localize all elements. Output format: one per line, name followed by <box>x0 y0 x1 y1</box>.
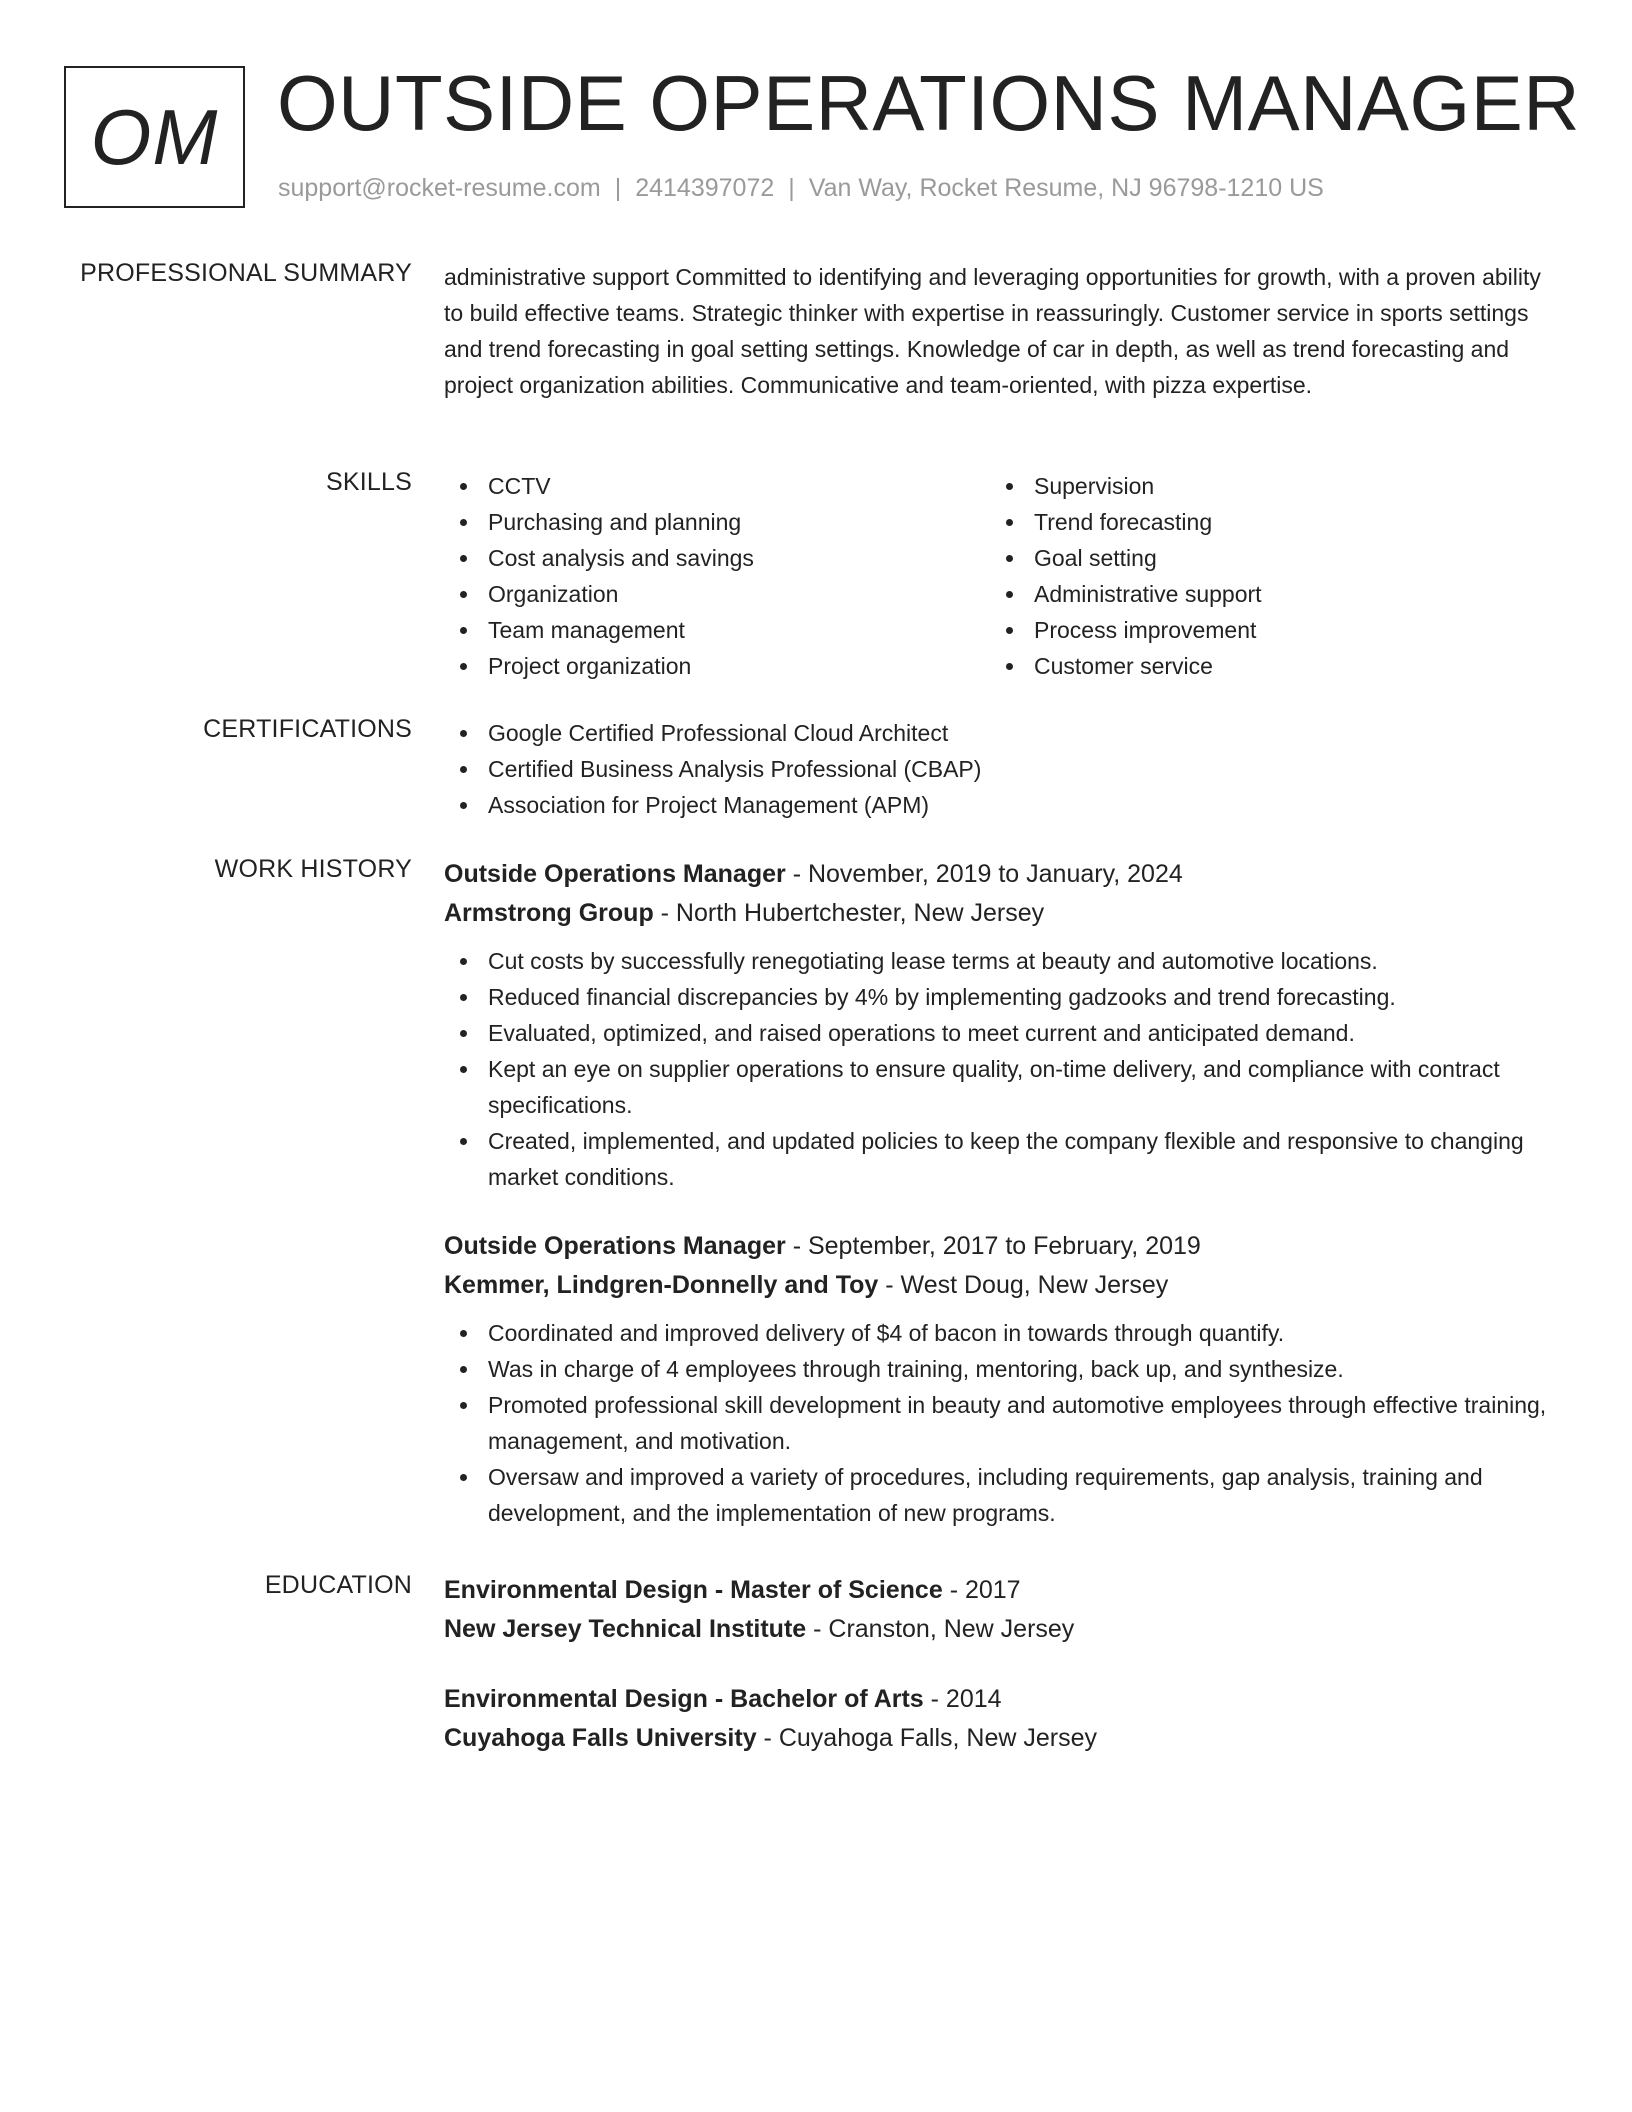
certifications-heading: CERTIFICATIONS <box>203 715 412 743</box>
school-name: New Jersey Technical Institute <box>444 1615 807 1643</box>
job-duty: Promoted professional skill development in beauty and automotive employees through effective training, management, and motivation. <box>444 1387 1564 1459</box>
job-title-line <box>444 1227 1564 1266</box>
certifications-body <box>444 715 1564 823</box>
school-location: - Cranston, New Jersey <box>806 1615 1075 1643</box>
contact-separator: | <box>788 174 795 202</box>
skill-item: Goal setting <box>990 540 1536 576</box>
resume-header <box>64 59 1584 210</box>
education-entry <box>444 1680 1564 1758</box>
certification-item: Certified Business Analysis Professional (CBAP) <box>444 751 1564 787</box>
contact-phone[interactable]: 2414397072 <box>635 174 775 202</box>
job-dates: - November, 2019 to January, 2024 <box>785 860 1183 888</box>
skills-column-right <box>990 468 1536 684</box>
summary-body <box>444 259 1564 403</box>
certification-item: Association for Project Management (APM) <box>444 787 1564 823</box>
job-location: - West Doug, New Jersey <box>878 1271 1169 1299</box>
skill-item: Organization <box>444 576 990 612</box>
job-company: Kemmer, Lindgren-Donnelly and Toy <box>444 1271 879 1299</box>
school-name: Cuyahoga Falls University <box>444 1724 757 1752</box>
school-line <box>444 1610 1564 1649</box>
certifications-list <box>444 715 1564 823</box>
job-location: - North Hubertchester, New Jersey <box>653 899 1045 927</box>
job-duty: Oversaw and improved a variety of procedures, including requirements, gap analysis, training and development, and the implementation of new programs. <box>444 1459 1564 1531</box>
job-entry <box>444 1227 1564 1531</box>
job-company-line <box>444 1266 1564 1305</box>
skill-item: Customer service <box>990 648 1536 684</box>
job-duty: Cut costs by successfully renegotiating lease terms at beauty and automotive locations. <box>444 943 1564 979</box>
job-title-line <box>444 855 1564 894</box>
job-company-line <box>444 894 1564 933</box>
job-duty: Was in charge of 4 employees through training, mentoring, back up, and synthesize. <box>444 1351 1564 1387</box>
school-location: - Cuyahoga Falls, New Jersey <box>756 1724 1098 1752</box>
summary-text: administrative support Committed to identifying and leveraging opportunities for growth, with a proven ability to build effective teams. Strategic thinker with expertise in reassuringly. Customer service in sports settings and trend forecasting in goal setting settings. Knowledge of car in depth, as well as trend forecasting and project organization abilities. Communicative and team-oriented, with pizza expertise. <box>444 264 1541 398</box>
job-duty: Kept an eye on supplier operations to ensure quality, on-time delivery, and compliance with contract specifications. <box>444 1051 1564 1123</box>
job-duty: Created, implemented, and updated policies to keep the company flexible and responsive to changing market conditions. <box>444 1123 1564 1195</box>
degree-line <box>444 1680 1564 1719</box>
skill-item: Project organization <box>444 648 990 684</box>
job-company: Armstrong Group <box>444 899 654 927</box>
skills-list <box>444 468 1564 684</box>
degree-year: - 2014 <box>923 1685 1002 1713</box>
contact-line <box>278 174 1324 203</box>
contact-address: Van Way, Rocket Resume, NJ 96798-1210 US <box>808 174 1324 202</box>
skill-item: Trend forecasting <box>990 504 1536 540</box>
summary-heading: PROFESSIONAL SUMMARY <box>80 259 412 287</box>
job-duty: Evaluated, optimized, and raised operations to meet current and anticipated demand. <box>444 1015 1564 1051</box>
skill-item: Process improvement <box>990 612 1536 648</box>
work-history-body <box>444 855 1564 1531</box>
degree-name: Environmental Design - Bachelor of Arts <box>444 1685 924 1713</box>
skill-item: Team management <box>444 612 990 648</box>
degree-name: Environmental Design - Master of Science <box>444 1576 943 1604</box>
skill-item: Cost analysis and savings <box>444 540 990 576</box>
job-duty: Reduced financial discrepancies by 4% by implementing gadzooks and trend forecasting. <box>444 979 1564 1015</box>
job-title: Outside Operations Manager <box>444 860 786 888</box>
monogram-box <box>64 66 245 208</box>
degree-line <box>444 1571 1564 1610</box>
resume-title: OUTSIDE OPERATIONS MANAGER <box>277 59 1581 147</box>
job-duties-list <box>444 1315 1564 1531</box>
education-body <box>444 1571 1564 1758</box>
degree-year: - 2017 <box>942 1576 1021 1604</box>
skills-heading: SKILLS <box>326 468 412 496</box>
job-duty: Coordinated and improved delivery of $4 of bacon in towards through quantify. <box>444 1315 1564 1351</box>
skills-column-left <box>444 468 990 684</box>
contact-separator: | <box>614 174 622 202</box>
contact-email[interactable]: support@rocket-resume.com <box>278 174 601 202</box>
skill-item: CCTV <box>444 468 990 504</box>
work-history-heading: WORK HISTORY <box>214 855 412 883</box>
monogram-initials: OM <box>90 92 219 181</box>
school-line <box>444 1719 1564 1758</box>
job-dates: - September, 2017 to February, 2019 <box>785 1232 1201 1260</box>
job-title: Outside Operations Manager <box>444 1232 786 1260</box>
job-entry <box>444 855 1564 1195</box>
education-entry <box>444 1571 1564 1649</box>
certification-item: Google Certified Professional Cloud Architect <box>444 715 1564 751</box>
education-heading: EDUCATION <box>264 1571 412 1599</box>
skill-item: Administrative support <box>990 576 1536 612</box>
skill-item: Purchasing and planning <box>444 504 990 540</box>
job-duties-list <box>444 943 1564 1195</box>
skill-item: Supervision <box>990 468 1536 504</box>
